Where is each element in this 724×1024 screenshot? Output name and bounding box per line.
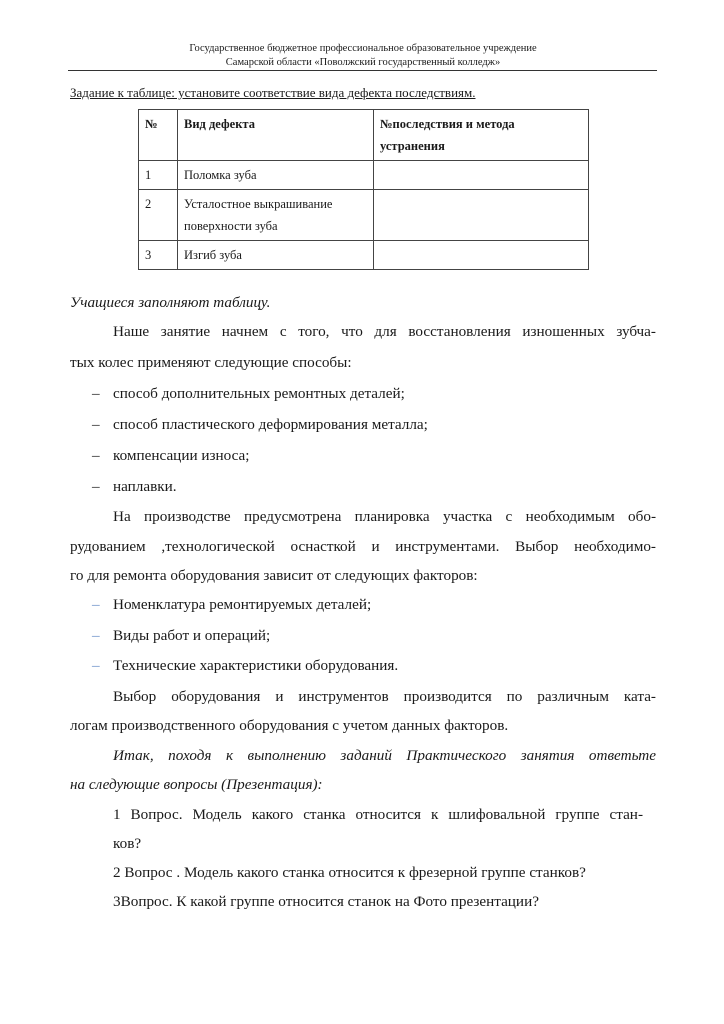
- para2-line2: рудованием ,технологической оснасткой и инструментами. Выбор необходимо-: [70, 538, 656, 555]
- row-defect-type: [178, 190, 374, 241]
- bullet-dash: –: [92, 447, 100, 464]
- row-defect-type-line1: Усталостное выкрашивание: [184, 197, 333, 211]
- row-num: 3: [139, 241, 178, 270]
- factor-item: Виды работ и операций;: [113, 627, 271, 644]
- table-header-row: [139, 110, 589, 161]
- factor-item: Технические характеристики оборудования.: [113, 657, 399, 674]
- row-defect-type-line2: поверхности зуба: [184, 219, 278, 233]
- para2-line3: го для ремонта оборудования зависит от следующих факторов:: [70, 567, 478, 584]
- header-defect-type: Вид дефекта: [178, 110, 374, 161]
- table-row: [139, 161, 589, 190]
- header-line-2: Самарской области «Поволжский государственный колледж»: [225, 57, 501, 68]
- method-item: способ пластического деформирования металла;: [113, 416, 428, 433]
- para2-line1: На производстве предусмотрена планировка участка с необходимым обо-: [113, 508, 656, 525]
- para3-line1: Выбор оборудования и инструментов производится по различным ката-: [113, 688, 656, 705]
- table-task: Задание к таблице: установите соответствие вида дефекта последствиям.: [70, 85, 476, 100]
- header-num: №: [139, 110, 178, 161]
- header-consequence: [374, 110, 589, 161]
- bullet-dash: –: [92, 478, 100, 495]
- row-consequence-cell[interactable]: [374, 161, 589, 190]
- defects-table: [138, 109, 589, 270]
- bullet-dash: –: [92, 627, 100, 644]
- para4-line1: Итак, походя к выполнению заданий Практического занятия ответьте: [113, 747, 656, 764]
- para1-line1: Наше занятие начнем с того, что для восстановления изношенных зубча-: [113, 323, 656, 340]
- row-num: 2: [139, 190, 178, 241]
- students-fill-note: Учащиеся заполняют таблицу.: [70, 294, 271, 311]
- row-defect-type: Изгиб зуба: [178, 241, 374, 270]
- bullet-dash: –: [92, 657, 100, 674]
- row-consequence-cell[interactable]: [374, 190, 589, 241]
- method-item: способ дополнительных ремонтных деталей;: [113, 385, 405, 402]
- question-2: 2 Вопрос . Модель какого станка относится к фрезерной группе станков?: [113, 864, 586, 881]
- bullet-dash: –: [92, 385, 100, 402]
- para1-line2: тых колес применяют следующие способы:: [70, 354, 352, 371]
- table-row: [139, 241, 589, 270]
- method-item: наплавки.: [113, 478, 177, 495]
- header-consequence-line1: №последствия и метода: [380, 117, 515, 131]
- para3-line2: логам производственного оборудования с учетом данных факторов.: [70, 717, 509, 734]
- header-consequence-line2: устранения: [380, 139, 445, 153]
- method-item: компенсации износа;: [113, 447, 250, 464]
- question-3: 3Вопрос. К какой группе относится станок на Фото презентации?: [113, 893, 539, 910]
- question-1-line1: 1 Вопрос. Модель какого станка относится к шлифовальной группе стан-: [113, 806, 643, 823]
- row-num: 1: [139, 161, 178, 190]
- row-defect-type: Поломка зуба: [178, 161, 374, 190]
- header-divider: [68, 70, 657, 71]
- para4-line2: на следующие вопросы (Презентация):: [70, 776, 323, 793]
- factor-item: Номенклатура ремонтируемых деталей;: [113, 596, 372, 613]
- table-row: [139, 190, 589, 241]
- bullet-dash: –: [92, 596, 100, 613]
- header-line-1: Государственное бюджетное профессиональное образовательное учреждение: [189, 43, 537, 54]
- row-consequence-cell[interactable]: [374, 241, 589, 270]
- bullet-dash: –: [92, 416, 100, 433]
- question-1-line2: ков?: [113, 835, 142, 852]
